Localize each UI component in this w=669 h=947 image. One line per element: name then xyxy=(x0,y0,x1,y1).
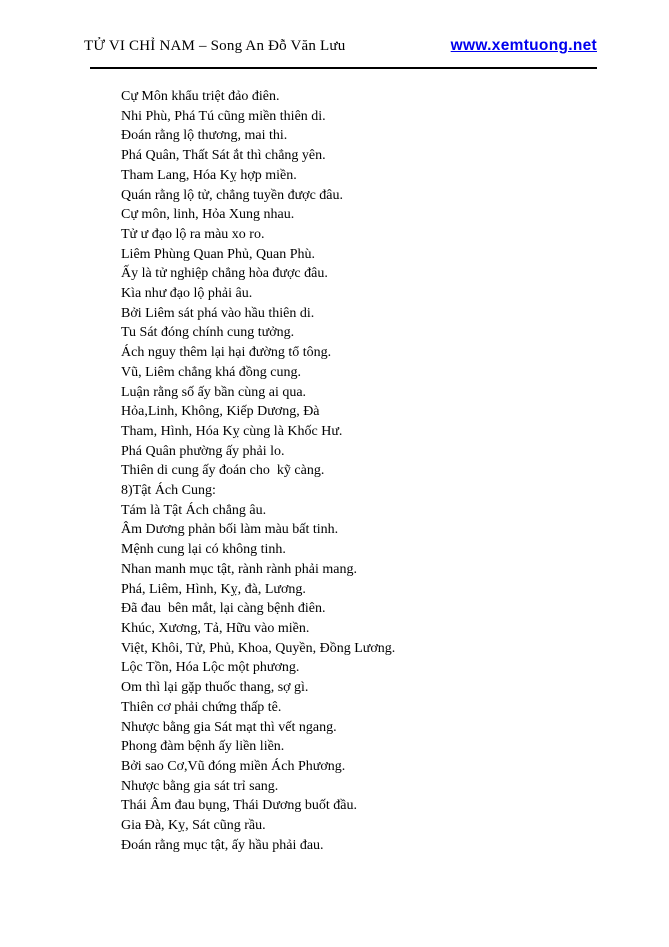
poem-line: Vũ, Liêm chẳng khá đồng cung. xyxy=(121,364,302,380)
poem-line: 8)Tật Ách Cung: xyxy=(121,483,216,499)
poem-line: Mệnh cung lại có không tinh. xyxy=(121,542,286,558)
poem-line: Tám là Tật Ách chẳng âu. xyxy=(121,502,267,518)
poem-line: Bởi sao Cơ,Vũ đóng miền Ách Phương. xyxy=(121,758,346,774)
poem-line: Đoán rằng lộ thương, mai thi. xyxy=(121,128,288,144)
poem-line: Om thì lại gặp thuốc thang, sợ gì. xyxy=(121,680,309,696)
poem-line: Luận rằng số ấy bần cùng ai qua. xyxy=(121,384,307,400)
poem-line: Thiên cơ phải chứng thấp tê. xyxy=(121,699,282,715)
poem-line: Thái Âm đau bụng, Thái Dương buốt đầu. xyxy=(121,798,357,814)
poem-line: Tử ư đạo lộ ra màu xo ro. xyxy=(121,226,265,242)
poem-line: Tham, Hình, Hóa Kỵ cùng là Khốc Hư. xyxy=(121,423,343,439)
poem-line: Thiên di cung ấy đoán cho kỹ càng. xyxy=(121,463,325,479)
poem-line: Kìa như đạo lộ phải âu. xyxy=(121,286,253,302)
poem-line: Bởi Liêm sát phá vào hầu thiên di. xyxy=(121,305,315,321)
poem-line: Tu Sát đóng chính cung tưởng. xyxy=(121,325,295,341)
poem-line: Khúc, Xương, Tả, Hữu vào miền. xyxy=(121,620,310,636)
poem-line: Đoán rằng mục tật, ấy hầu phải đau. xyxy=(121,837,324,853)
poem-line: Nhi Phù, Phá Tú cũng miền thiên di. xyxy=(121,108,326,124)
page-title: TỬ VI CHỈ NAM – Song An Đỗ Văn Lưu xyxy=(84,38,346,54)
poem-line: Liêm Phùng Quan Phủ, Quan Phù. xyxy=(121,246,316,262)
poem-line: Quán rằng lộ tử, chẳng tuyền được đâu. xyxy=(121,187,344,203)
poem-line: Phá Quân, Thất Sát ắt thì chẳng yên. xyxy=(121,148,326,164)
poem-line: Nhan manh mục tật, rành rành phải mang. xyxy=(121,561,357,577)
poem-line: Âm Dương phản bối làm màu bất tinh. xyxy=(121,522,339,538)
poem-line: Hỏa,Linh, Không, Kiếp Dương, Đà xyxy=(121,404,320,420)
poem-line: Lộc Tồn, Hóa Lộc một phương. xyxy=(121,660,300,676)
poem-line: Phong đàm bệnh ấy liền liền. xyxy=(121,739,285,755)
poem-line: Đã đau bên mắt, lại càng bệnh điên. xyxy=(121,601,326,617)
poem-line: Gia Đà, Kỵ, Sát cũng rầu. xyxy=(121,818,266,834)
page-header xyxy=(84,37,597,55)
poem-line: Phá Quân phường ấy phải lo. xyxy=(121,443,285,459)
poem-line: Ấy là tử nghiệp chẳng hòa được đâu. xyxy=(121,266,328,282)
poem-line: Nhược bằng gia Sát mạt thì vết ngang. xyxy=(121,719,337,735)
poem-line: Việt, Khôi, Tử, Phủ, Khoa, Quyền, Đồng Lương. xyxy=(121,640,396,656)
poem-line: Tham Lang, Hóa Kỵ hợp miền. xyxy=(121,167,297,183)
poem-line: Ách nguy thêm lại hại đường tổ tông. xyxy=(121,345,332,361)
poem-line: Cự môn, linh, Hỏa Xung nhau. xyxy=(121,207,295,223)
poem-body xyxy=(121,87,639,855)
poem-line: Cự Môn khẩu triệt đảo điên. xyxy=(121,89,280,104)
poem-line: Phá, Liêm, Hình, Kỵ, đà, Lương. xyxy=(121,581,306,597)
header-divider xyxy=(90,67,597,69)
poem-line: Nhược bằng gia sát trỉ sang. xyxy=(121,778,279,794)
website-link[interactable]: www.xemtuong.net xyxy=(450,37,597,54)
